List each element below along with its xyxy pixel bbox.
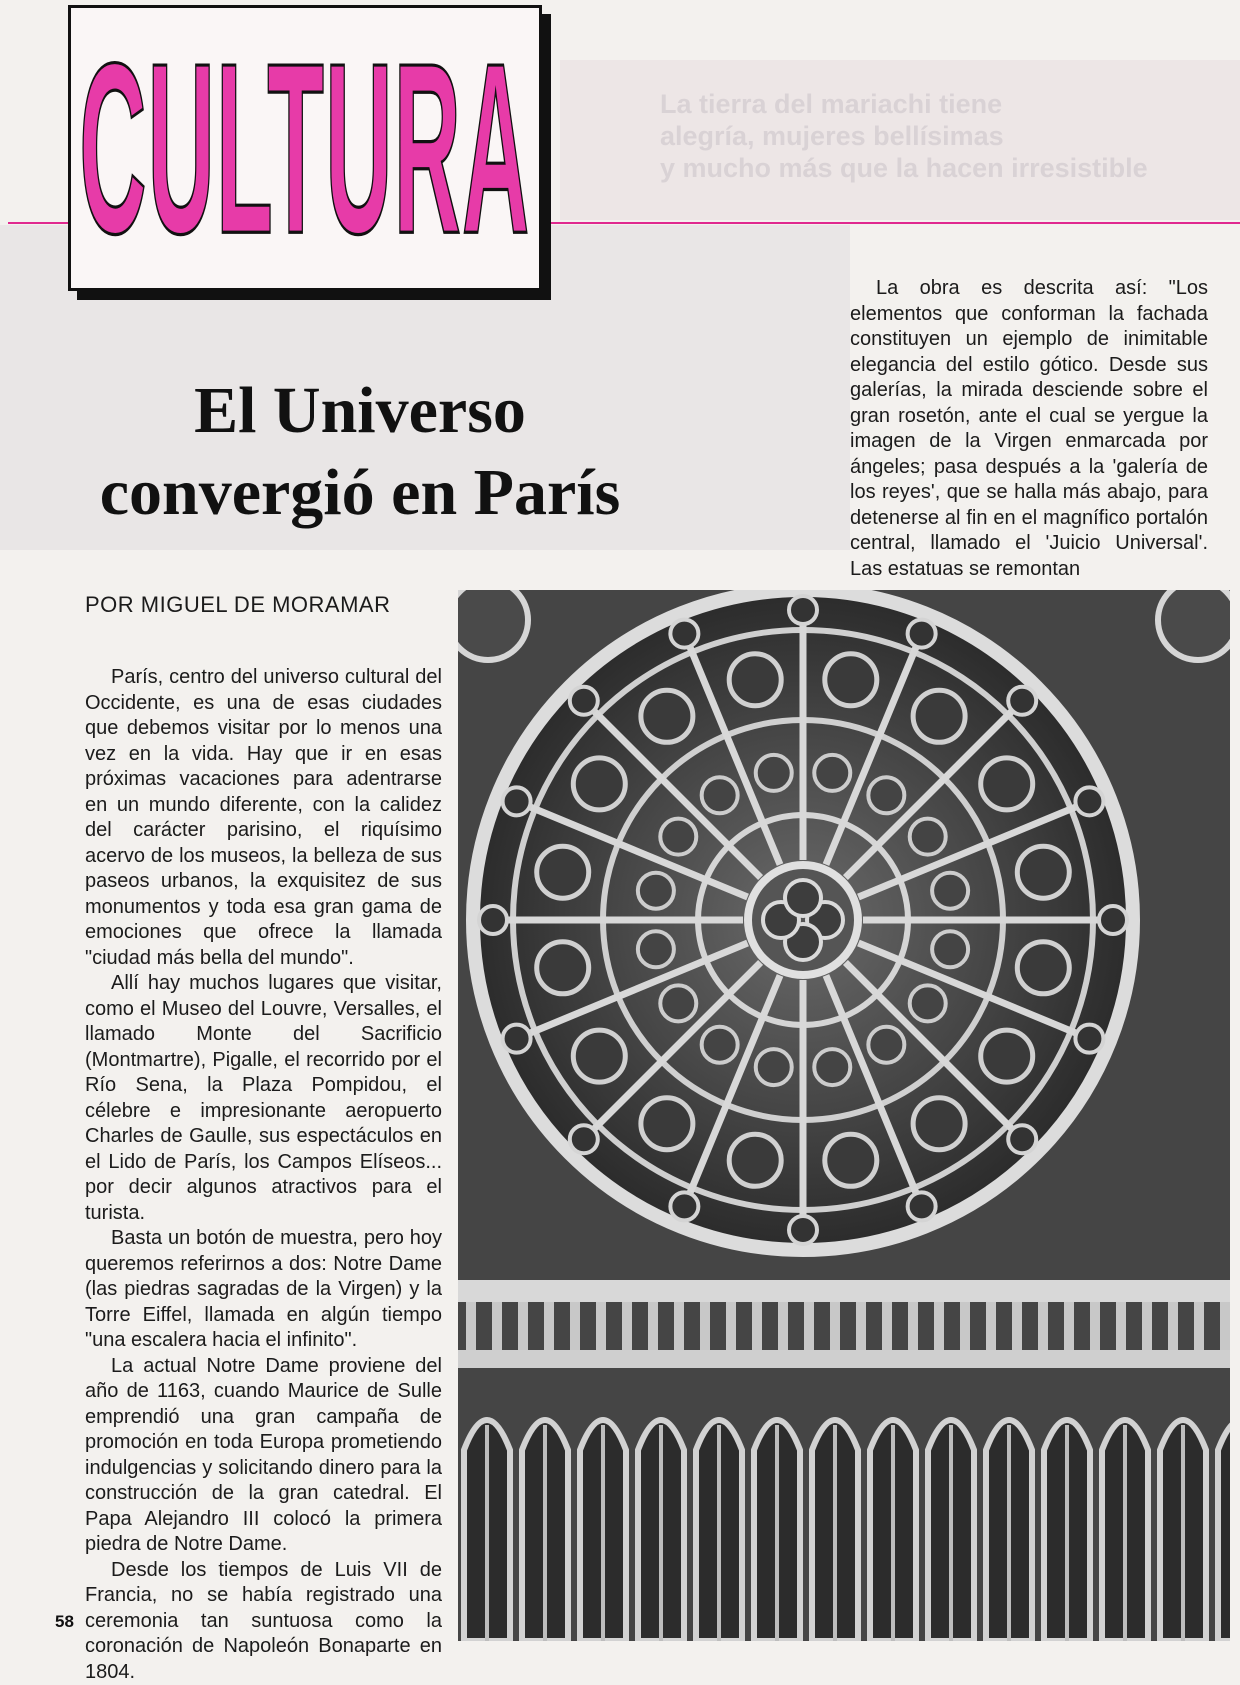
rose-medallion: [981, 758, 1033, 810]
magenta-rule-left: [8, 222, 72, 224]
article-headline: [40, 370, 680, 534]
baluster: [570, 1302, 580, 1350]
baluster: [596, 1302, 606, 1350]
rose-edge-lobe: [908, 620, 936, 648]
baluster: [934, 1302, 944, 1350]
faded-bleed-through-text: [660, 88, 1220, 184]
baluster: [1038, 1302, 1048, 1350]
rose-inner-medallion: [868, 1027, 904, 1063]
baluster: [1012, 1302, 1022, 1350]
rose-edge-lobe: [570, 687, 598, 715]
rose-medallion: [729, 654, 781, 706]
rose-inner-medallion: [814, 755, 850, 791]
section-title-box: [68, 5, 542, 291]
balustrade-rail-top: [458, 1280, 1230, 1302]
rose-medallion: [641, 1098, 693, 1150]
section-title: CULTURA: [79, 27, 530, 270]
rose-inner-medallion: [660, 985, 696, 1021]
rose-medallion: [537, 846, 589, 898]
rose-inner-medallion: [756, 755, 792, 791]
baluster: [700, 1302, 710, 1350]
baluster: [1168, 1302, 1178, 1350]
right-paragraph: La obra es descrita así: "Los elementos que conforman la fachada constituyen un ejemplo de inimitable elegancia del estilo gótico. Desde sus galerías, la mirada desciende sobre el gran rosetón, ante el cual se yergue la imagen de la Virgen enmarcada por ángeles; pasa después a la 'galería de los reyes', que se halla más abajo, para detenerse al fin en el magnífico portalón central, llamado el 'Juicio Universal'. Las estatuas se remontan: [850, 276, 1208, 582]
rose-inner-medallion: [660, 819, 696, 855]
rose-medallion: [825, 1134, 877, 1186]
rose-inner-medallion: [702, 1027, 738, 1063]
baluster: [960, 1302, 970, 1350]
rose-edge-lobe: [479, 906, 507, 934]
rose-edge-lobe: [789, 1216, 817, 1244]
baluster: [1116, 1302, 1126, 1350]
rose-inner-medallion: [932, 873, 968, 909]
rose-medallion: [1017, 846, 1069, 898]
paragraph-2: Allí hay muchos lugares que visitar, como el Museo del Louvre, Versalles, el llamado Monte del Sacrificio (Montmartre), Pigalle, el recorrido por el Río Sena, la Plaza Pompidou, el célebre e impresionante aeropuerto Charles de Gaulle, sus espectáculos en el Lido de París, los Campos Elíseos... por decir algunos atractivos para el turista.: [85, 971, 442, 1226]
rose-edge-lobe: [1008, 687, 1036, 715]
rose-medallion: [573, 1030, 625, 1082]
paragraph-4: La actual Notre Dame proviene del año de 1163, cuando Maurice de Sulle emprendió una gran campaña de promoción en toda Europa prometiendo indulgencias y solicitando dinero para la construcción de la gran catedral. El Papa Alejandro III colocó la primera piedra de Notre Dame.: [85, 1354, 442, 1558]
rose-center-quatrefoil: [785, 880, 821, 916]
rose-medallion: [537, 942, 589, 994]
rose-medallion: [1017, 942, 1069, 994]
rose-medallion: [729, 1134, 781, 1186]
baluster: [1090, 1302, 1100, 1350]
rose-edge-lobe: [670, 620, 698, 648]
headline-line-2: convergió en París: [40, 452, 680, 534]
right-text-column: [850, 276, 1208, 582]
rose-edge-lobe: [1099, 906, 1127, 934]
rose-inner-medallion: [702, 777, 738, 813]
magenta-rule-right: [546, 222, 1240, 224]
rose-inner-medallion: [910, 819, 946, 855]
headline-line-1: El Universo: [40, 370, 680, 452]
rose-medallion: [913, 1098, 965, 1150]
baluster: [856, 1302, 866, 1350]
baluster: [726, 1302, 736, 1350]
baluster: [1220, 1302, 1230, 1350]
baluster: [986, 1302, 996, 1350]
balustrade-rail-bottom: [458, 1350, 1230, 1368]
rose-inner-medallion: [814, 1049, 850, 1085]
baluster: [622, 1302, 632, 1350]
baluster: [544, 1302, 554, 1350]
spandrel-ornament: [1158, 590, 1230, 660]
bleed-line-1: La tierra del mariachi tiene: [660, 88, 1220, 120]
baluster: [492, 1302, 502, 1350]
rose-inner-medallion: [868, 777, 904, 813]
page-number: 58: [55, 1612, 74, 1632]
rose-inner-medallion: [756, 1049, 792, 1085]
rose-edge-lobe: [1008, 1125, 1036, 1153]
rose-inner-medallion: [910, 985, 946, 1021]
paragraph-1: París, centro del universo cultural del Occidente, es una de esas ciudades que debemos visitar por lo menos una vez en la vida. Hay que ir en esas próximas vacaciones para adentrarse en un mundo diferente, con la calidez del carácter parisino, el riquísimo acervo de los museos, la belleza de sus paseos urbanos, la exquisitez de sus monumentos y toda esa gran gama de emociones que ofrece la llamada "ciudad más bella del mundo".: [85, 665, 442, 971]
rose-edge-lobe: [908, 1192, 936, 1220]
baluster: [674, 1302, 684, 1350]
rose-edge-lobe: [570, 1125, 598, 1153]
baluster: [1064, 1302, 1074, 1350]
rose-window-illustration: [458, 590, 1230, 1641]
spandrel-ornament: [458, 590, 528, 660]
paragraph-3: Basta un botón de muestra, pero hoy queremos referirnos a dos: Notre Dame (las piedras sagradas de la Virgen) y la Torre Eiffel, llamada en algún tiempo "una escalera hacia el infinito".: [85, 1226, 442, 1354]
rose-medallion: [825, 654, 877, 706]
rose-edge-lobe: [1075, 1025, 1103, 1053]
baluster: [466, 1302, 476, 1350]
baluster: [882, 1302, 892, 1350]
baluster: [830, 1302, 840, 1350]
rose-edge-lobe: [503, 787, 531, 815]
left-text-column: [85, 665, 442, 1685]
baluster: [1194, 1302, 1204, 1350]
byline: POR MIGUEL DE MORAMAR: [85, 592, 391, 618]
rose-edge-lobe: [1075, 787, 1103, 815]
rose-inner-medallion: [638, 873, 674, 909]
rose-medallion: [641, 690, 693, 742]
baluster: [804, 1302, 814, 1350]
rose-medallion: [981, 1030, 1033, 1082]
rose-medallion: [913, 690, 965, 742]
baluster: [648, 1302, 658, 1350]
rose-edge-lobe: [670, 1192, 698, 1220]
rose-medallion: [573, 758, 625, 810]
paragraph-5: Desde los tiempos de Luis VII de Francia, no se había registrado una ceremonia tan suntuosa como la coronación de Napoleón Bonaparte en 1804.: [85, 1558, 442, 1685]
gothic-arch: [1218, 1420, 1230, 1641]
baluster: [908, 1302, 918, 1350]
baluster: [518, 1302, 528, 1350]
rose-edge-lobe: [789, 596, 817, 624]
bleed-line-3: y mucho más que la hacen irresistible: [660, 152, 1220, 184]
bleed-line-2: alegría, mujeres bellísimas: [660, 120, 1220, 152]
rose-edge-lobe: [503, 1025, 531, 1053]
baluster: [1142, 1302, 1152, 1350]
baluster: [778, 1302, 788, 1350]
rose-inner-medallion: [638, 931, 674, 967]
rose-inner-medallion: [932, 931, 968, 967]
baluster: [752, 1302, 762, 1350]
rose-window-photo: [458, 590, 1230, 1641]
